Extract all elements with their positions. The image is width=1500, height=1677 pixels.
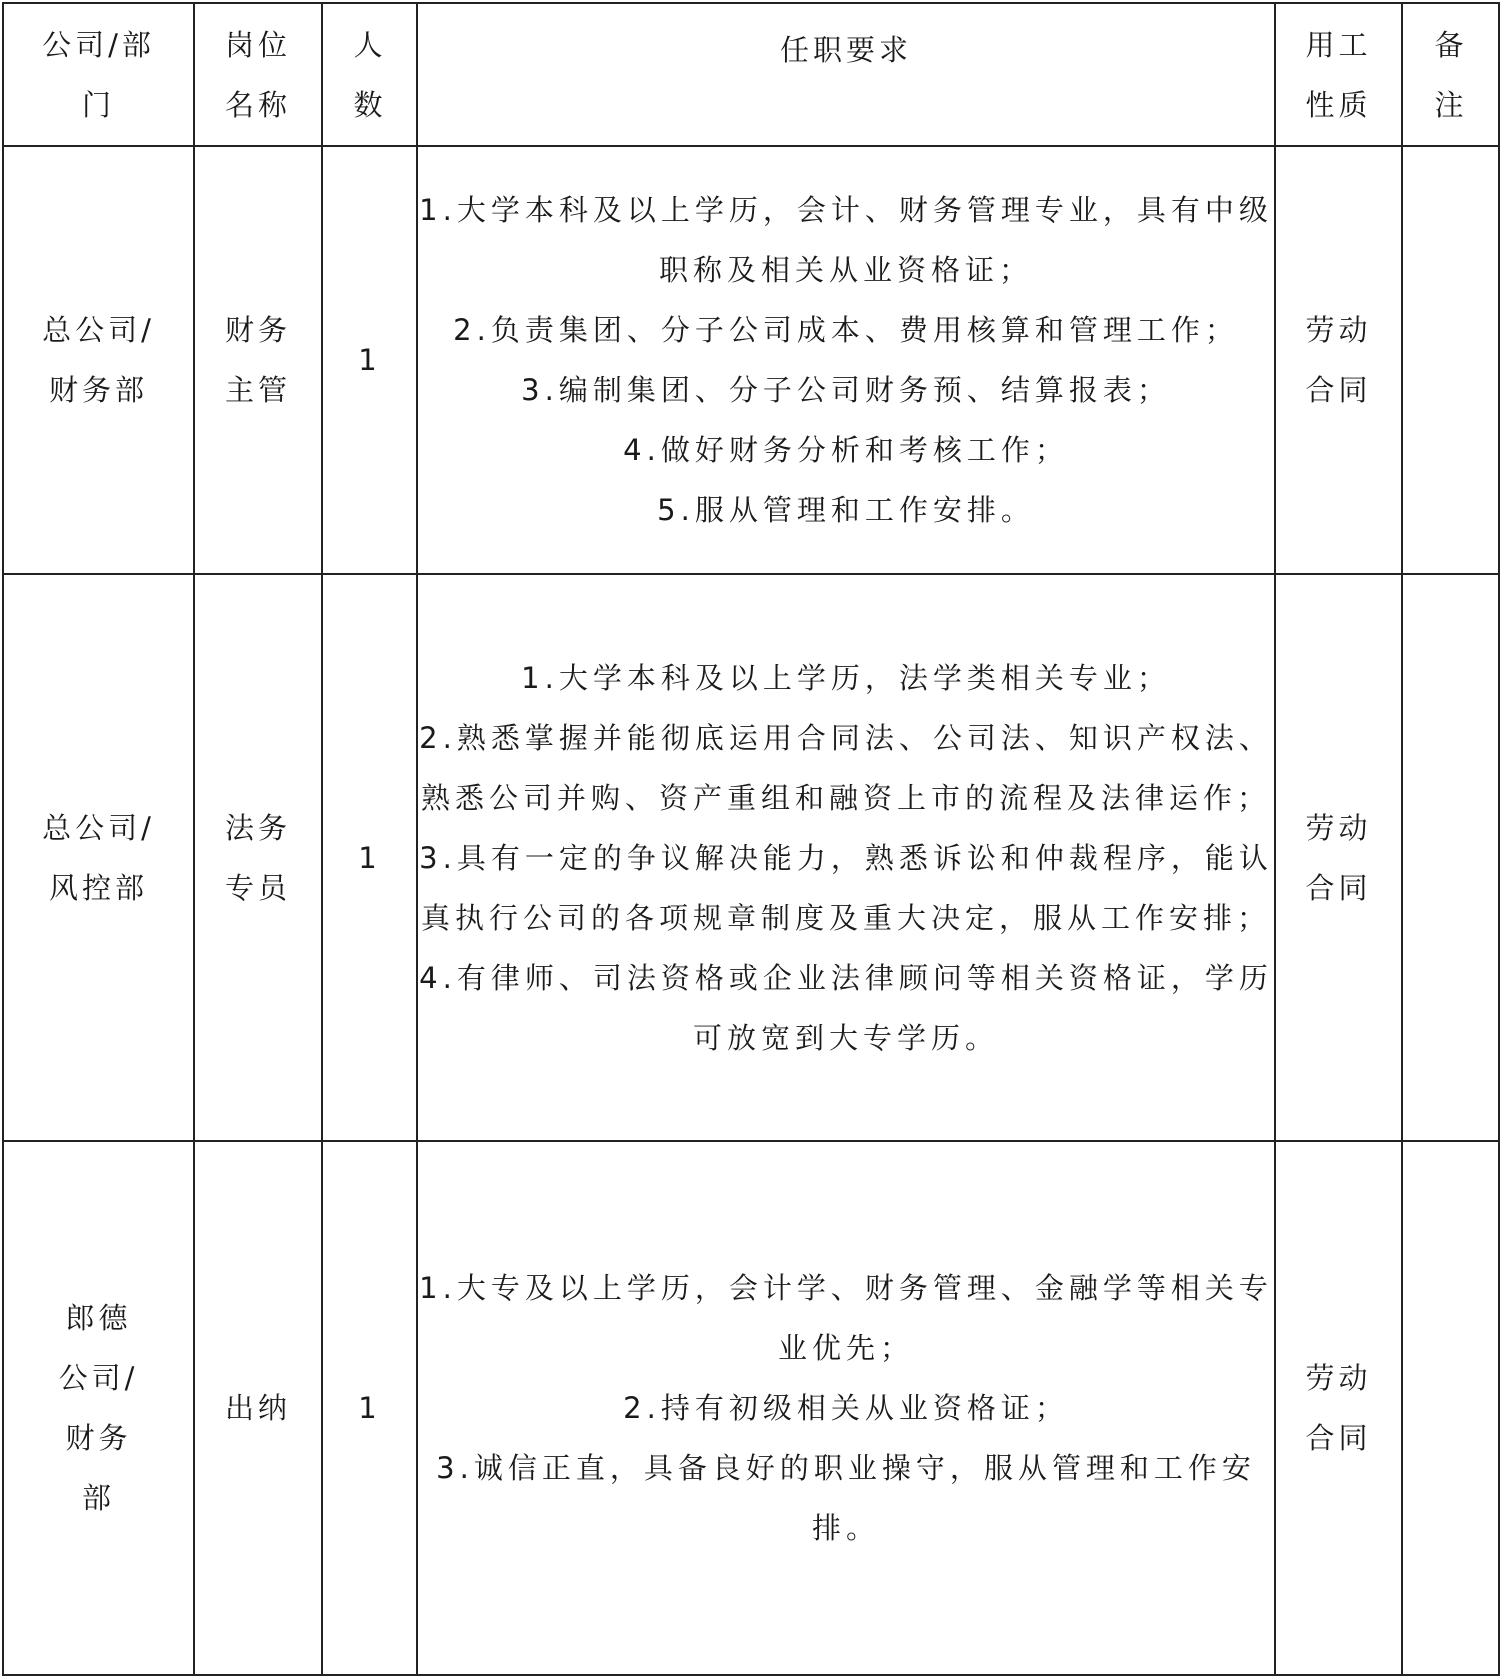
cell-remark (1402, 574, 1499, 1141)
cell-count (322, 146, 417, 574)
header-count (322, 3, 417, 146)
cell-count (322, 574, 417, 1141)
cell-dept (3, 1141, 194, 1675)
cell-remark (1402, 146, 1499, 574)
header-position (194, 3, 322, 146)
employment-text: 劳动合同 (1305, 1361, 1372, 1455)
header-dept (3, 3, 194, 146)
requirement-item: 1.大专及以上学历，会计学、财务管理、金融学等相关专业优先； (419, 1271, 1273, 1365)
cell-count (322, 1141, 417, 1675)
position-text: 法务专员 (224, 810, 291, 905)
header-remark (1402, 3, 1499, 146)
requirement-item: 3.编制集团、分子公司财务预、结算报表； (521, 373, 1171, 407)
cell-employment (1275, 574, 1402, 1141)
table-row (3, 146, 1499, 574)
requirement-item: 1.大学本科及以上学历，会计、财务管理专业，具有中级职称及相关从业资格证； (419, 193, 1273, 287)
requirement-item: 2.负责集团、分子公司成本、费用核算和管理工作； (453, 313, 1239, 347)
header-requirements-label: 任职要求 (779, 33, 912, 67)
employment-text: 劳动合同 (1305, 313, 1372, 407)
dept-text: 总公司/风控部 (42, 810, 155, 905)
cell-requirements (417, 574, 1275, 1141)
cell-position (194, 1141, 322, 1675)
employment-text: 劳动合同 (1305, 810, 1372, 905)
table-row (3, 574, 1499, 1141)
cell-requirements (417, 146, 1275, 574)
count-text: 1 (358, 343, 381, 377)
requirement-item: 2.持有初级相关从业资格证； (623, 1391, 1069, 1425)
header-position-label: 岗位名称 (224, 27, 291, 122)
position-text: 出纳 (224, 1391, 291, 1425)
requirements-list (418, 180, 1274, 540)
requirement-item: 2.熟悉掌握并能彻底运用合同法、公司法、知识产权法、熟悉公司并购、资产重组和融资上市的流程及法律运作； (419, 720, 1273, 815)
header-row (3, 3, 1499, 146)
requirement-item: 5.服从管理和工作安排。 (657, 493, 1035, 527)
requirements-list (418, 1258, 1274, 1558)
count-text: 1 (358, 840, 381, 875)
cell-position (194, 146, 322, 574)
cell-employment (1275, 1141, 1402, 1675)
cell-requirements (417, 1141, 1275, 1675)
requirement-item: 3.具有一定的争议解决能力，熟悉诉讼和仲裁程序，能认真执行公司的各项规章制度及重大决定，服从工作安排； (419, 840, 1273, 935)
header-remark-label: 备注 (1434, 27, 1468, 122)
recruitment-table (2, 2, 1500, 1676)
cell-employment (1275, 146, 1402, 574)
header-requirements (417, 3, 1275, 146)
count-text: 1 (358, 1391, 381, 1425)
cell-position (194, 574, 322, 1141)
header-count-label: 人数 (353, 27, 387, 122)
requirement-item: 4.有律师、司法资格或企业法律顾问等相关资格证，学历可放宽到大专学历。 (419, 960, 1273, 1055)
requirement-item: 3.诚信正直，具备良好的职业操守，服从管理和工作安排。 (436, 1451, 1256, 1545)
dept-text: 总公司/财务部 (42, 313, 155, 407)
requirement-item: 4.做好财务分析和考核工作； (623, 433, 1069, 467)
cell-dept (3, 574, 194, 1141)
header-employment (1275, 3, 1402, 146)
header-dept-label: 公司/部门 (42, 27, 155, 122)
requirements-list (418, 648, 1274, 1068)
requirement-item: 1.大学本科及以上学历，法学类相关专业； (521, 660, 1171, 695)
dept-text: 郎德公司/财务部 (58, 1301, 139, 1515)
cell-dept (3, 146, 194, 574)
cell-remark (1402, 1141, 1499, 1675)
position-text: 财务主管 (224, 313, 291, 407)
table-row (3, 1141, 1499, 1675)
header-employment-label: 用工性质 (1305, 27, 1372, 122)
